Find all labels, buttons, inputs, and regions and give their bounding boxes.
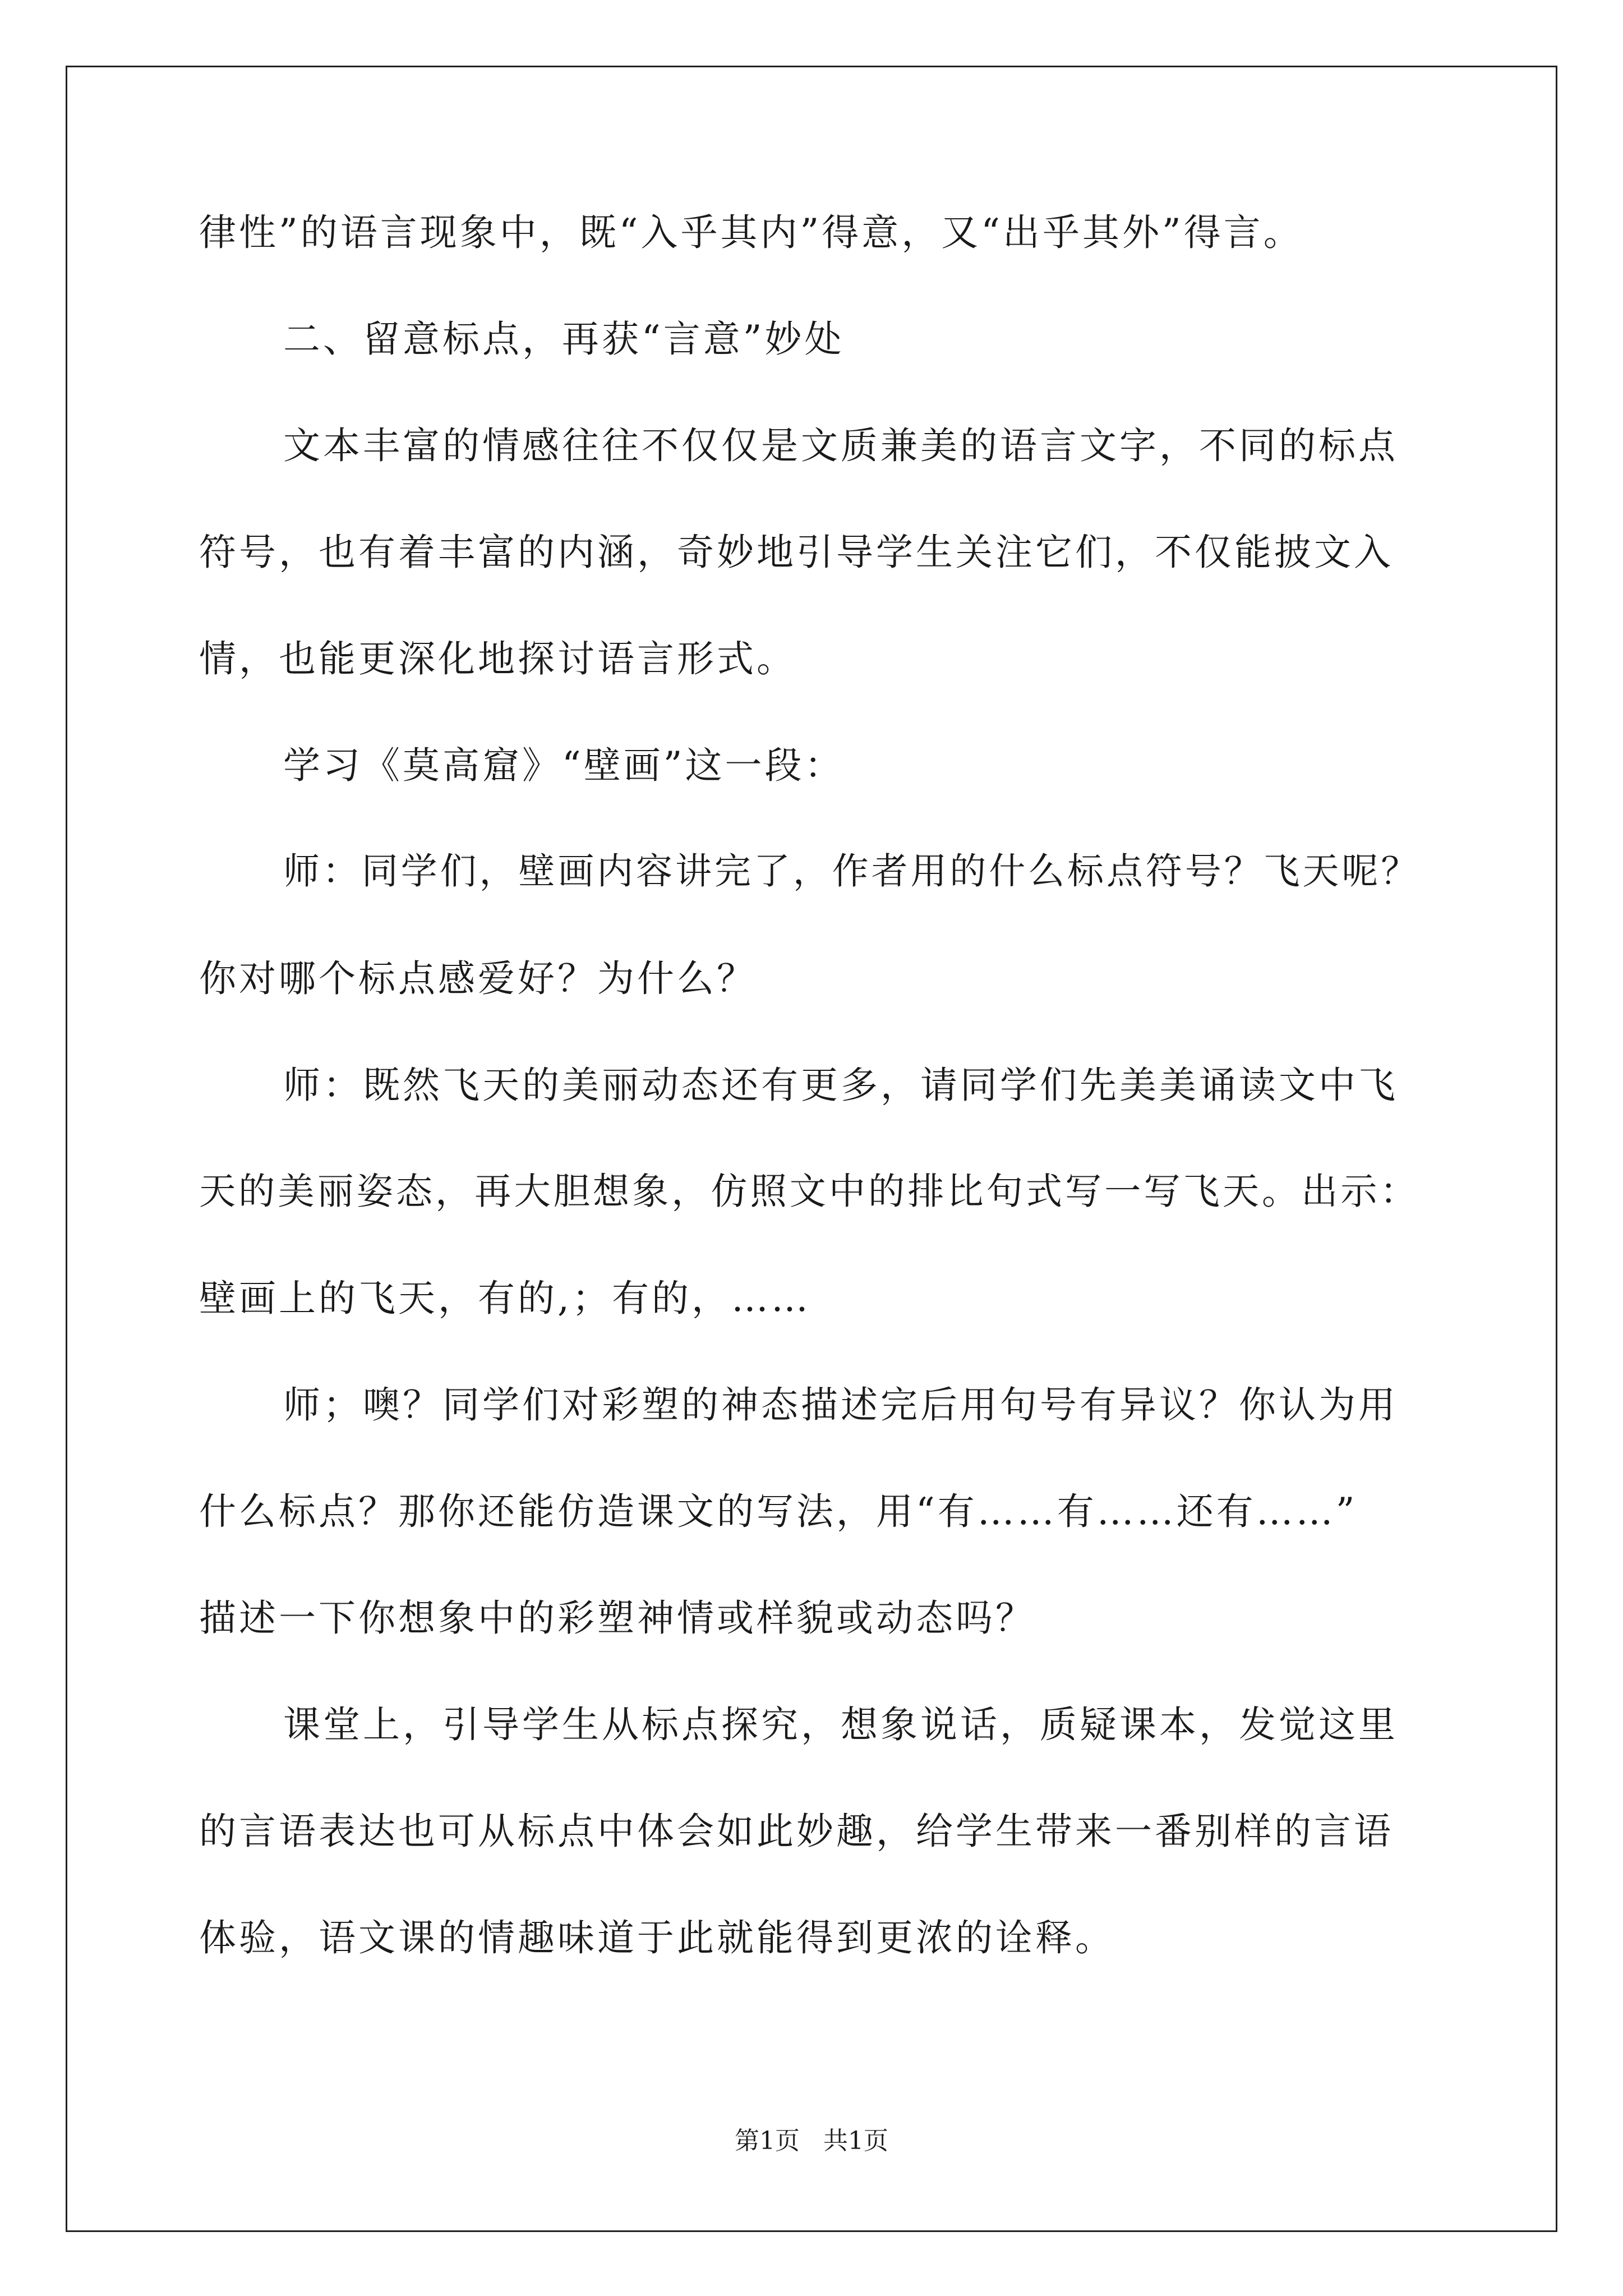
page-number: 第1页 共1页	[735, 2127, 888, 2155]
text-line: 你对哪个标点感爱好？为什么？	[199, 957, 757, 1000]
text-line: 天的美丽姿态，再大胆想象，仿照文中的排比句式写一写飞天。出示：	[199, 1170, 1419, 1213]
text-line: 的言语表达也可从标点中体会如此妙趣，给学生带来一番别样的言语	[199, 1810, 1394, 1853]
text-line: 律性”的语言现象中，既“入乎其内”得意，又“出乎其外”得言。	[199, 211, 1303, 254]
text-line: 师：既然飞天的美丽动态还有更多，请同学们先美美诵读文中飞	[283, 1064, 1398, 1107]
text-line: 学习《莫高窟》“壁画”这一段：	[283, 744, 845, 787]
text-line: 符号，也有着丰富的内涵，奇妙地引导学生关注它们，不仅能披文入	[199, 531, 1394, 574]
text-line: 什么标点？那你还能仿造课文的写法，用“有……有……还有……”	[199, 1490, 1358, 1533]
text-line: 师；噢？同学们对彩塑的神态描述完后用句号有异议？你认为用	[283, 1383, 1398, 1427]
text-line: 体验，语文课的情趣味道于此就能得到更浓的诠释。	[199, 1916, 1115, 1959]
text-line: 课堂上，引导学生从标点探究，想象说话，质疑课本，发觉这里	[283, 1703, 1398, 1746]
text-line: 情，也能更深化地探讨语言形式。	[199, 637, 796, 680]
text-line: 师：同学们，壁画内容讲完了，作者用的什么标点符号？飞天呢？	[283, 850, 1421, 892]
text-line: 文本丰富的情感往往不仅仅是文质兼美的语言文字，不同的标点	[283, 424, 1398, 467]
section-heading: 二、留意标点，再获“言意”妙处	[283, 318, 845, 361]
text-line: 壁画上的飞天，有的,；有的，……	[199, 1277, 811, 1320]
page-frame	[66, 66, 1557, 2232]
text-line: 描述一下你想象中的彩塑神情或样貌或动态吗？	[199, 1596, 1035, 1640]
